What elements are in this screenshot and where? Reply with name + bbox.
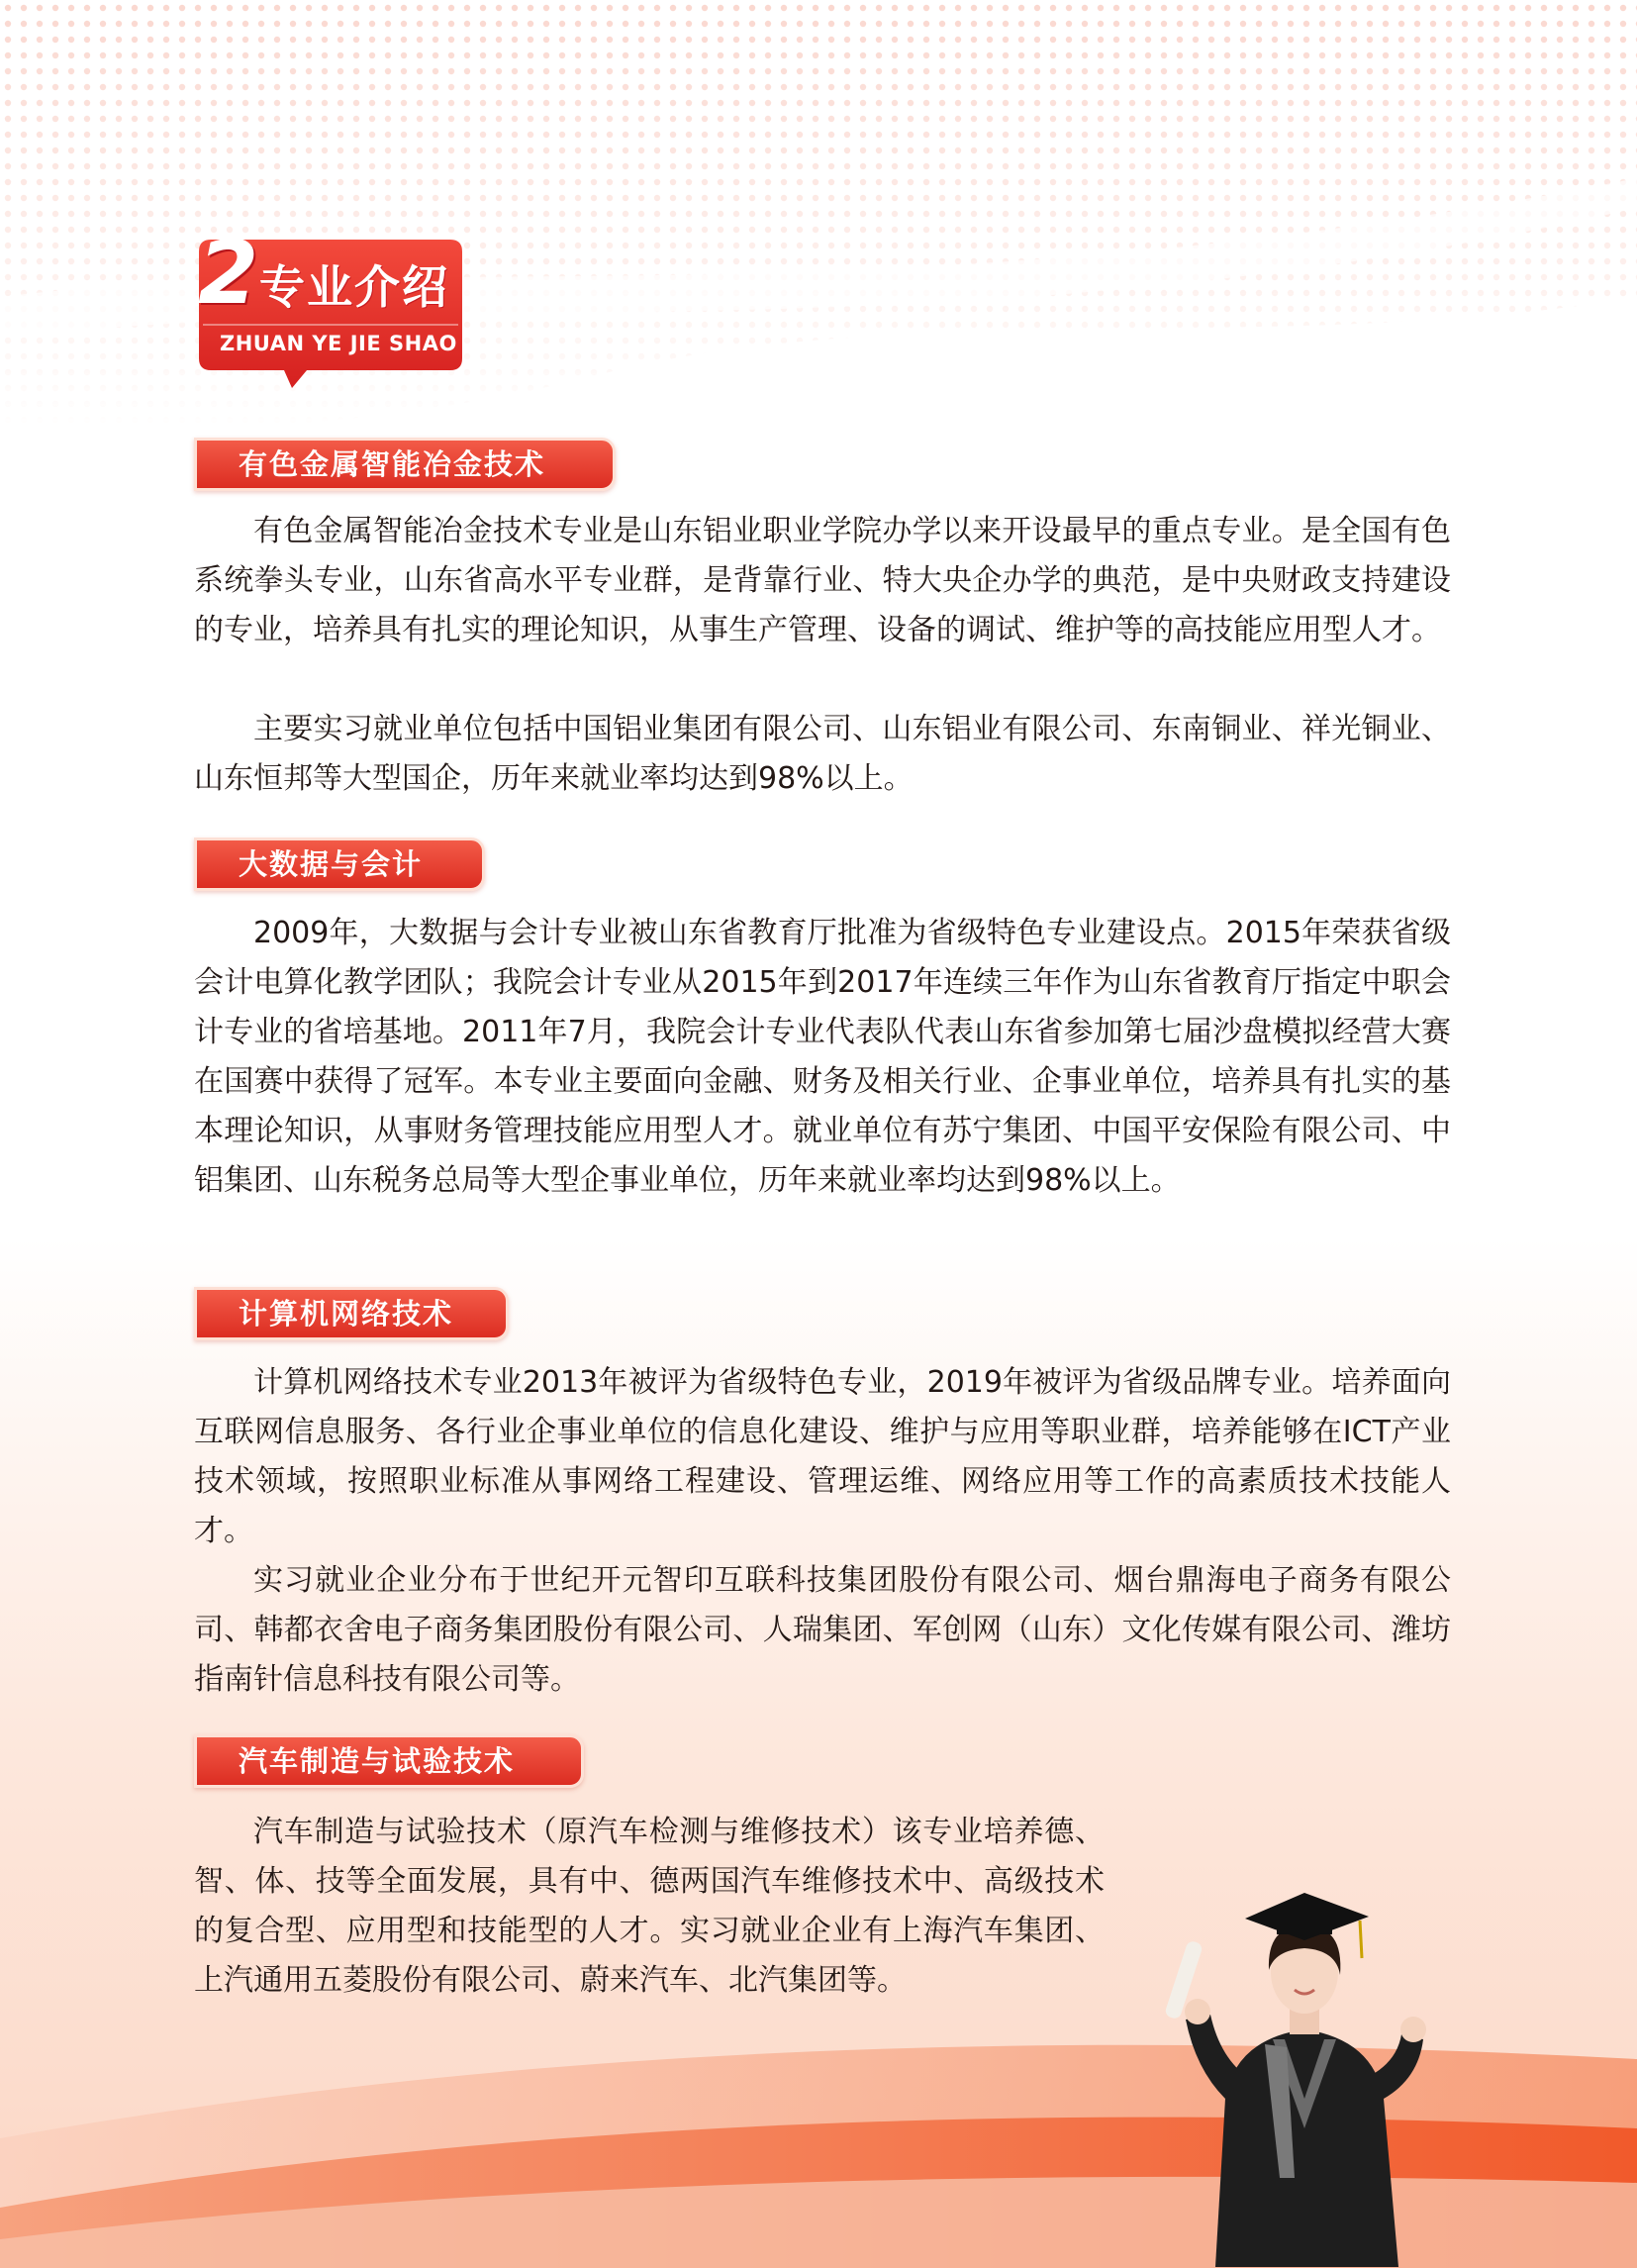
section-tag-network xyxy=(194,1287,509,1340)
header-number: 2 xyxy=(198,222,259,324)
section-label: 计算机网络技术 xyxy=(239,1297,454,1331)
section-tag-metallurgy xyxy=(194,438,616,491)
section-paragraph: 2009年，大数据与会计专业被山东省教育厅批准为省级特色专业建设点。2015年荣获省级会计电算化教学团队；我院会计专业从2015年到2017年连续三年作为山东省教育厅指定中职会计专业的省培基地。2011年7月，我院会计专业代表队代表山东省参加第七届沙盘模拟经营大赛在国赛中获得了冠军。本专业主要面向金融、财务及相关行业、企事业单位，培养具有扎实的基本理论知识，从事财务管理技能应用型人才。就业单位有苏宁集团、中国平安保险有限公司、中铝集团、山东税务总局等大型企事业单位，历年来就业率均达到98%以上。 xyxy=(194,916,1451,1198)
section-paragraph: 有色金属智能冶金技术专业是山东铝业职业学院办学以来开设最早的重点专业。是全国有色系统拳头专业，山东省高水平专业群，是背靠行业、特大央企办学的典范，是中央财政支持建设的专业，培养具有扎实的理论知识，从事生产管理、设备的调试、维护等的高技能应用型人才。 xyxy=(194,514,1451,647)
section-label: 大数据与会计 xyxy=(239,847,424,881)
section-tag-automotive xyxy=(194,1734,584,1788)
section-paragraph: 汽车制造与试验技术（原汽车检测与维修技术）该专业培养德、智、体、技等全面发展，具有中、德两国汽车维修技术中、高级技术的复合型、应用型和技能型的人才。实习就业企业有上海汽车集团、上汽通用五菱股份有限公司、蔚来汽车、北汽集团等。 xyxy=(194,1815,1105,1998)
page-subtitle: ZHUAN YE JIE SHAO xyxy=(220,332,457,355)
section-paragraph: 主要实习就业单位包括中国铝业集团有限公司、山东铝业有限公司、东南铜业、祥光铜业、山东恒邦等大型国企，历年来就业率均达到98%以上。 xyxy=(194,712,1451,796)
section-label: 汽车制造与试验技术 xyxy=(239,1744,516,1778)
section-tag-accounting xyxy=(194,838,485,891)
section-paragraph: 计算机网络技术专业2013年被评为省级特色专业，2019年被评为省级品牌专业。培养面向互联网信息服务、各行业企事业单位的信息化建设、维护与应用等职业群，培养能够在ICT产业技术领域，按照职业标准从事网络工程建设、管理运维、网络应用等工作的高素质技术技能人才。 xyxy=(194,1365,1451,1548)
section-label: 有色金属智能冶金技术 xyxy=(239,447,546,481)
graduate-photo xyxy=(1156,1881,1453,2267)
page-title: 专业介绍 xyxy=(259,260,449,314)
section-paragraph: 实习就业企业分布于世纪开元智印互联科技集团股份有限公司、烟台鼎海电子商务有限公司、韩都衣舍电子商务集团股份有限公司、人瑞集团、军创网（山东）文化传媒有限公司、潍坊指南针信息科技有限公司等。 xyxy=(194,1563,1451,1697)
